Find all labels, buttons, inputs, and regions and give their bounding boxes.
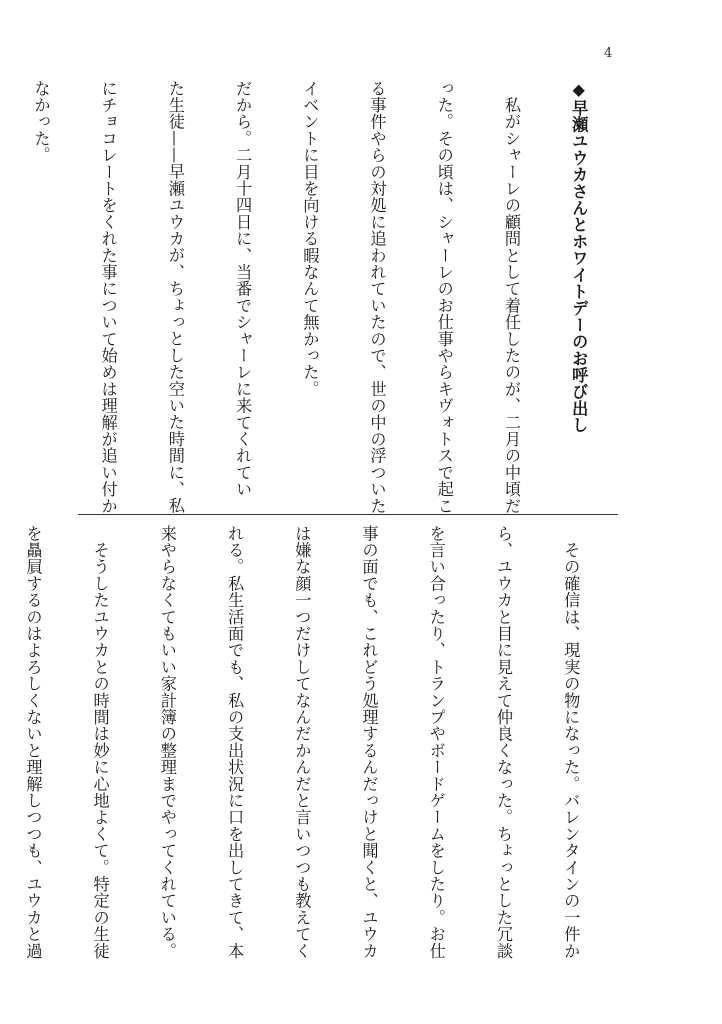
text-line: その確信は、現実の物になった。バレンタインの一件か: [561, 525, 581, 960]
top-text-block: [0, 80, 634, 515]
text-line: そうしたユウカとの時間は妙に心地よくて。特定の生徒: [90, 525, 110, 960]
text-line: れる。私生活面でも、私の支出状況に口を出してきて、本: [225, 525, 245, 960]
text-line: にチョコレートをくれた事について始めは理解が追い付か: [98, 80, 118, 515]
text-line: た生徒——早瀬ユウカが、ちょっとした空いた時間に、私: [165, 80, 185, 515]
text-line: ら、ユウカと目に見えて仲良くなった。ちょっとした冗談: [493, 525, 513, 960]
text-line: だから。二月十四日に、当番でシャーレに来てくれてい: [233, 80, 253, 498]
text-line: 私がシャーレの顧問として着任したのが、二月の中頃だ: [501, 80, 521, 515]
text-line: を言い合ったり、トランプやボードゲームをしたり。お仕: [426, 525, 446, 960]
text-line: った。その頃は、シャーレのお仕事やらキヴォトスで起こ: [434, 80, 454, 515]
text-line: は嫌な顔一つだけしてなんだかんだと言いつつも教えてく: [292, 525, 312, 960]
text-line: なかった。: [31, 80, 51, 164]
section-divider: [78, 514, 618, 515]
text-line: を贔屓するのはよろしくないと理解しつつも、ユウカと過: [23, 525, 43, 960]
page-number: 4: [604, 46, 613, 61]
section-heading: ◆早瀬ユウカさんとホワイトデーのお呼び出し: [569, 80, 589, 434]
bottom-text-block: [0, 525, 626, 965]
text-line: る事件やらの対処に追われていたので、世の中の浮ついた: [367, 80, 387, 515]
text-line: イベントに目を向ける暇なんて無かった。: [300, 80, 320, 398]
text-line: 事の面でも、これどう処理するんだっけと聞くと、ユウカ: [359, 525, 379, 960]
text-line: 来やらなくてもいい家計簿の整理までやってくれている。: [157, 525, 177, 960]
